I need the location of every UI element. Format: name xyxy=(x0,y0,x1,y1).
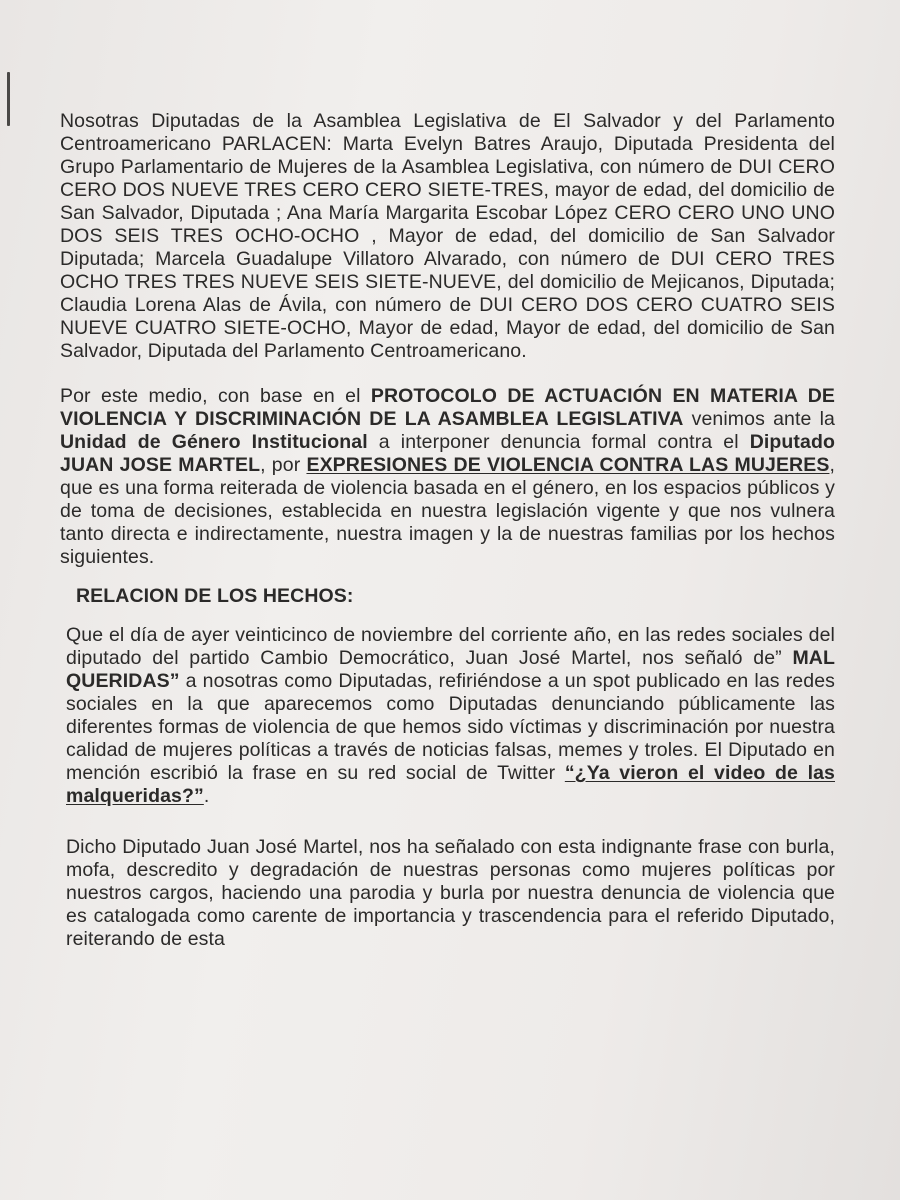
conclusion-text: Dicho Diputado Juan José Martel, nos ha señalado con esta indignante frase con burla, mofa, descredito y degradación de nuestras personas como mujeres políticas por nuestros cargos, haciendo una parodia y burla por nuestra denuncia de violencia que es catalogada como carente de importancia y trascendencia para el referido Diputado, reiterando de esta xyxy=(66,836,835,950)
paragraph-intro xyxy=(60,110,835,363)
gender-unit-name: Unidad de Género Institucional xyxy=(60,431,368,453)
protocol-title: PROTOCOLO DE ACTUACIÓN EN MATERIA DE VIOLENCIA Y DISCRIMINACIÓN DE LA ASAMBLEA LEGISLATIVA xyxy=(60,385,835,430)
violence-expressions-heading: EXPRESIONES DE VIOLENCIA CONTRA LAS MUJERES xyxy=(306,454,830,476)
facts-text-1: Que el día de ayer veinticinco de noviembre del corriente año, en las redes sociales del diputado del partido Cambio Democrático, Juan José Martel, nos señaló de” xyxy=(66,624,835,669)
section-heading: RELACION DE LOS HECHOS: xyxy=(76,585,354,607)
complaint-text-4: , por xyxy=(260,454,307,476)
paragraph-intro-text: Nosotras Diputadas de la Asamblea Legislativa de El Salvador y del Parlamento Centroamericano PARLACEN: Marta Evelyn Batres Araujo, Diputada Presidenta del Grupo Parlamentario de Mujeres de la Asamblea Legislativa, con número de DUI CERO CERO DOS NUEVE TRES CERO CERO SIETE-TRES, mayor de edad, del domicilio de San Salvador, Diputada ; Ana María Margarita Escobar López CERO CERO UNO UNO DOS SEIS TRES OCHO-OCHO , Mayor de edad, del domicilio de San Salvador Diputada; Marcela Guadalupe Villatoro Alvarado, con número de DUI CERO TRES OCHO TRES TRES NUEVE SEIS SIETE-NUEVE, del domicilio de Mejicanos, Diputada; Claudia Lorena Alas de Ávila, con número de DUI CERO DOS CERO CUATRO SEIS NUEVE CUATRO SIETE-OCHO, Mayor de edad, Mayor de edad, del domicilio de San Salvador, Diputada del Parlamento Centroamericano. xyxy=(60,110,835,362)
complaint-text-5: , que es una forma reiterada de violencia basada en el género, en los espacios públicos y de toma de decisiones, establecida en nuestra legislación vigente y que nos vulnera tanto directa e indirectamente, nuestra imagen y la de nuestras familias por los hechos siguientes. xyxy=(60,454,835,568)
facts-text-2: a nosotras como Diputadas, refiriéndose a un spot publicado en las redes sociales en la que aparecemos como Diputadas denunciando públicamente las diferentes formas de violencia de que hemos sido víctimas y discriminación por nuestra calidad de mujeres políticas a través de noticias falsas, memes y troles. El Diputado en mención escribió la frase en su red social de Twitter xyxy=(66,670,835,784)
paragraph-facts xyxy=(60,624,835,808)
complaint-text-1: Por este medio, con base en el xyxy=(60,385,371,407)
accused-name: Diputado JUAN JOSE MARTEL xyxy=(60,431,835,476)
facts-text-3: . xyxy=(203,785,210,807)
complaint-text-2: venimos ante la xyxy=(683,408,835,430)
complaint-text-3: a interponer denuncia formal contra el xyxy=(367,431,750,453)
margin-mark xyxy=(7,72,10,126)
twitter-quote: “¿Ya vieron el video de las malqueridas?” xyxy=(66,762,835,807)
document-body xyxy=(60,110,835,951)
paragraph-conclusion xyxy=(60,836,835,951)
paragraph-complaint xyxy=(60,385,835,569)
mal-queridas-quote: MAL QUERIDAS” xyxy=(66,647,835,692)
